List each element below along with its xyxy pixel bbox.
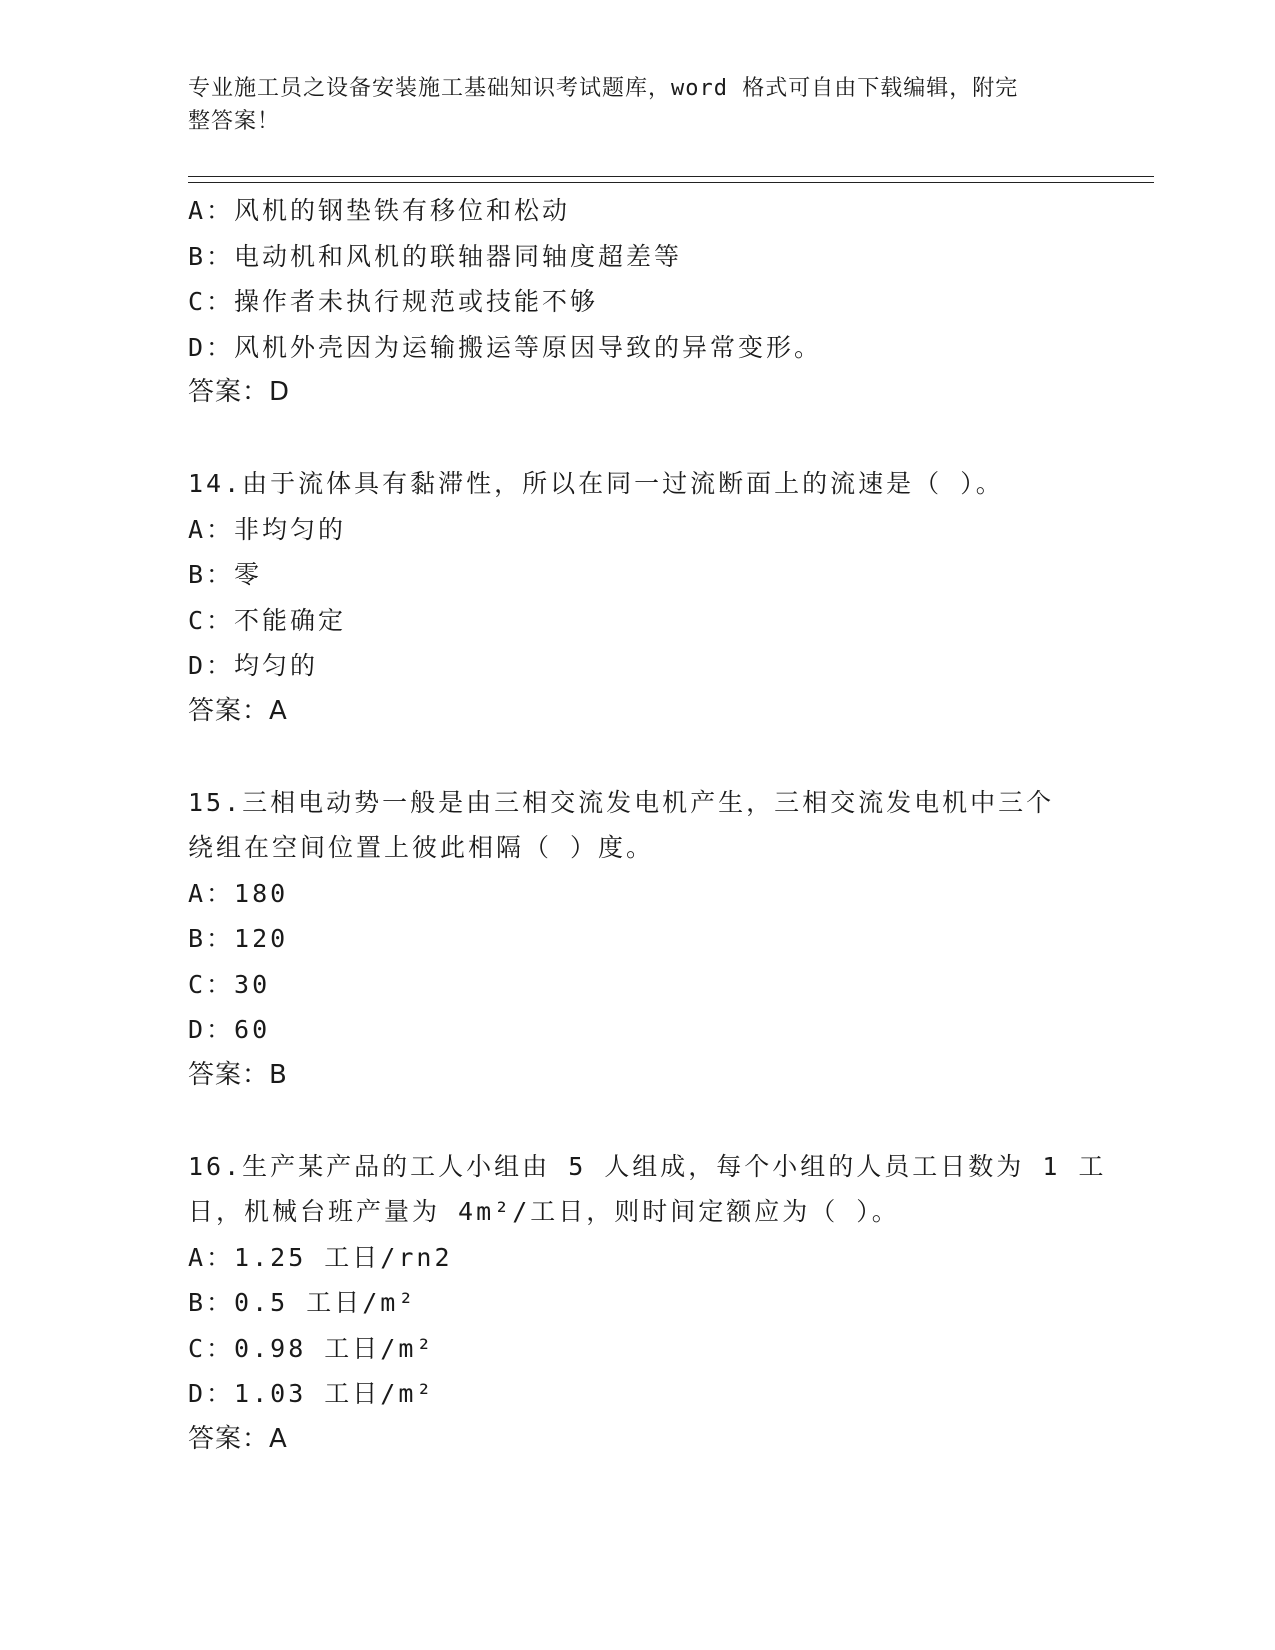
question-stem: 14.由于流体具有黏滞性，所以在同一过流断面上的流速是（ ）。 — [188, 469, 1004, 498]
answer-line: 答案：A — [188, 1423, 288, 1454]
option-b: B：0.5 工日/m² — [188, 1288, 417, 1317]
spacer — [188, 1098, 1088, 1144]
question-list — [188, 188, 1107, 1462]
spacer — [188, 416, 1088, 462]
question-stem-line-2: 日，机械台班产量为 4m²/工日，则时间定额应为（ ）。 — [188, 1197, 900, 1226]
header-divider-top — [188, 176, 1154, 177]
option-c: C：30 — [188, 969, 271, 999]
option-a: A：1.25 工日/rn2 — [188, 1242, 453, 1272]
header-line-1: 专业施工员之设备安装施工基础知识考试题库，word 格式可自由下载编辑，附完 — [188, 76, 1019, 101]
option-c: C：操作者未执行规范或技能不够 — [188, 287, 599, 316]
option-b: B：零 — [188, 560, 263, 589]
header-divider-bottom — [188, 182, 1154, 183]
question-stem-line-2: 绕组在空间位置上彼此相隔（ ）度。 — [188, 833, 655, 862]
question-14 — [188, 461, 1088, 734]
question-16 — [188, 1144, 1107, 1463]
header-line-2: 整答案！ — [188, 109, 281, 134]
option-d: D：均匀的 — [188, 651, 319, 680]
answer-line: 答案：A — [188, 695, 288, 726]
option-d: D：60 — [188, 1015, 271, 1044]
question-15 — [188, 780, 1088, 1099]
answer-line: 答案：D — [188, 377, 291, 407]
option-c: C：0.98 工日/m² — [188, 1333, 435, 1363]
option-b: B：电动机和风机的联轴器同轴度超差等 — [188, 241, 683, 271]
option-a: A：风机的钢垫铁有移位和松动 — [188, 196, 571, 225]
question-stem-line-1: 15.三相电动势一般是由三相交流发电机产生，三相交流发电机中三个 — [188, 787, 1055, 817]
spacer — [188, 734, 1088, 780]
option-d: D：风机外壳因为运输搬运等原因导致的异常变形。 — [188, 332, 823, 362]
option-b: B：120 — [188, 924, 289, 953]
option-d: D：1.03 工日/m² — [188, 1379, 435, 1408]
question-13 — [188, 188, 1088, 416]
option-a: A：非均匀的 — [188, 514, 347, 544]
answer-line: 答案：B — [188, 1059, 288, 1090]
option-a: A：180 — [188, 878, 289, 908]
option-c: C：不能确定 — [188, 605, 347, 635]
document-header — [188, 72, 1068, 138]
question-stem-line-1: 16.生产某产品的工人小组由 5 人组成，每个小组的人员工日数为 1 工 — [188, 1151, 1107, 1181]
